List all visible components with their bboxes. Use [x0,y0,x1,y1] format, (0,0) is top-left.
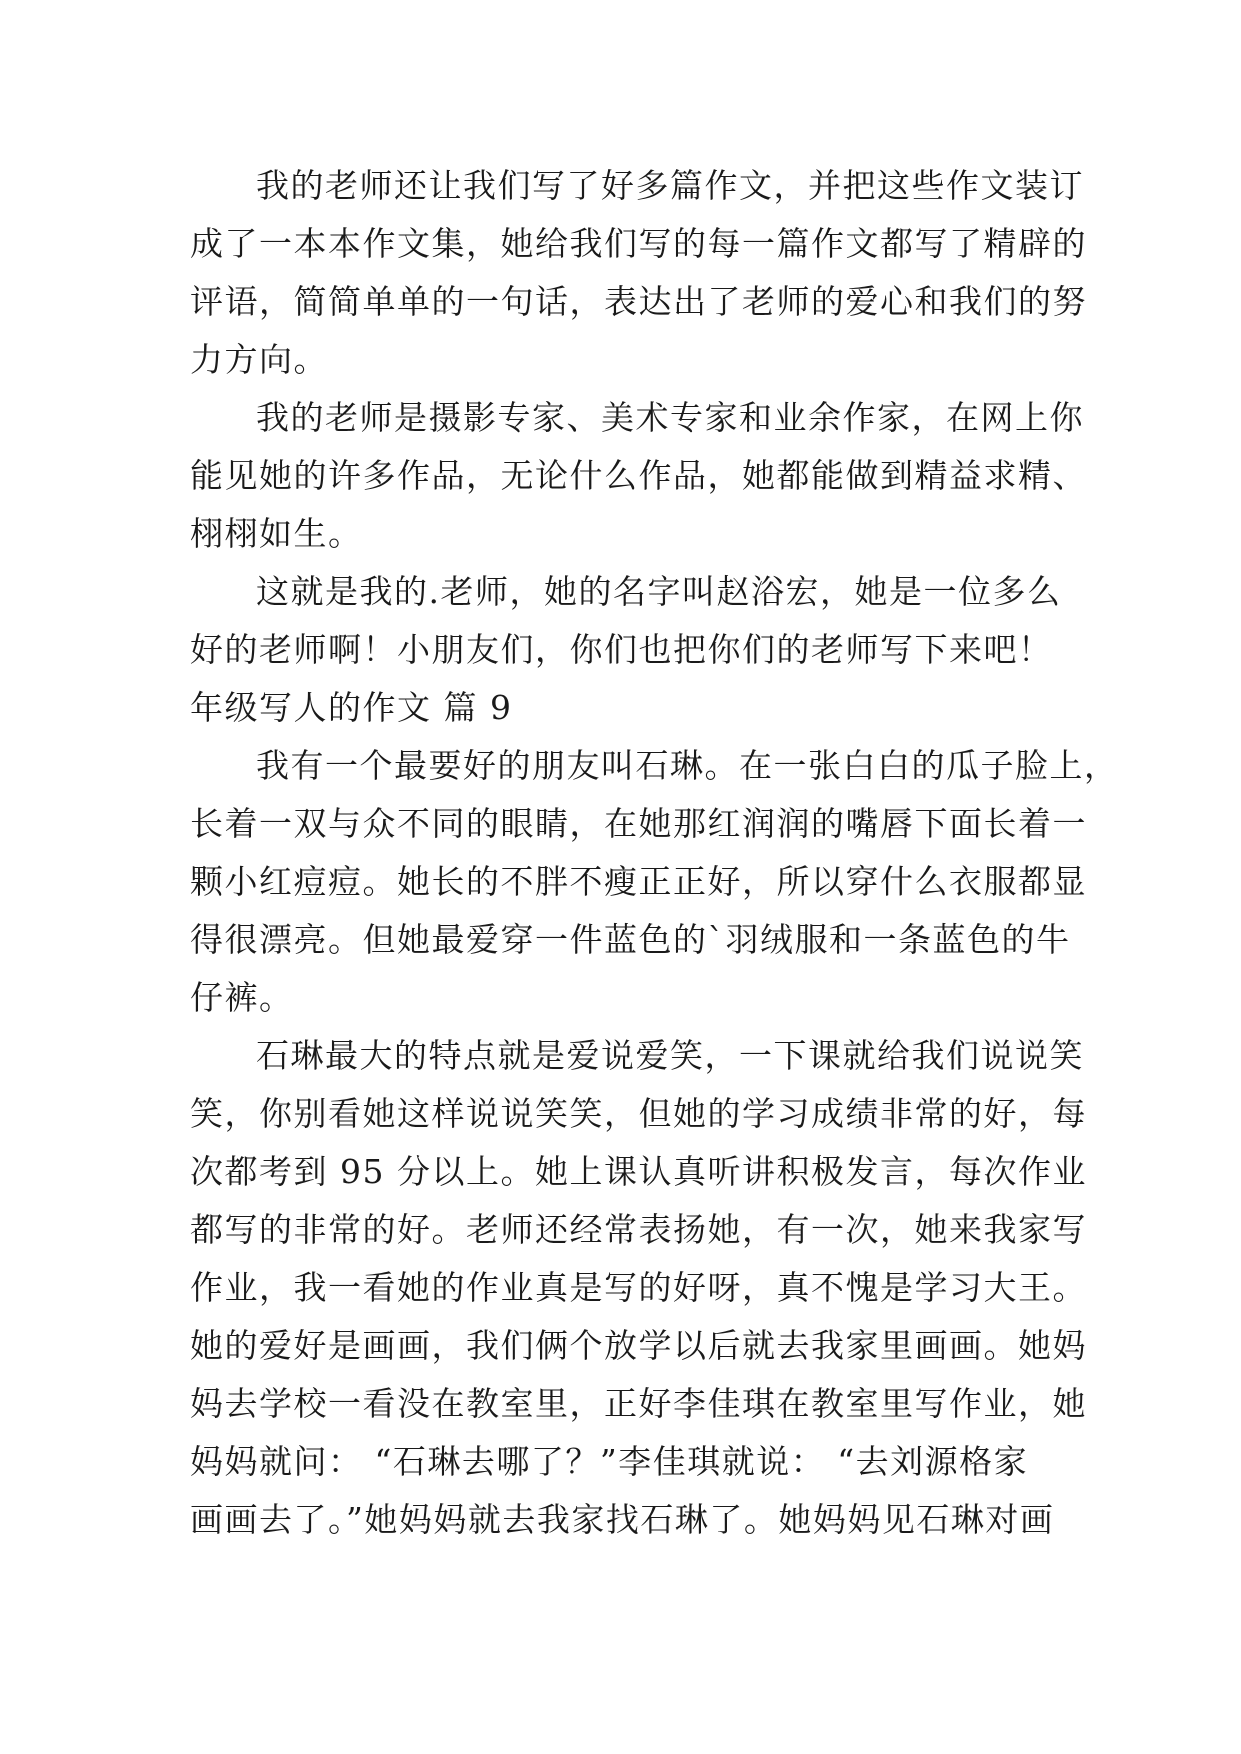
paragraph-line: 评语，简简单单的一句话，表达出了老师的爱心和我们的努 [190,282,1087,321]
paragraph-line: 能见她的许多作品，无论什么作品，她都能做到精益求精、 [190,456,1087,495]
paragraph-line: 石琳最大的特点就是爱说爱笑，一下课就给我们说说笑 [256,1036,1084,1075]
paragraph-line: 妈妈就问： “石琳去哪了？”李佳琪就说： “去刘源格家 [190,1442,1029,1481]
paragraph-line: 栩栩如生。 [190,514,363,553]
paragraph-line: 我有一个最要好的朋友叫石琳。在一张白白的瓜子脸上， [256,746,1119,785]
paragraph-line: 成了一本本作文集，她给我们写的每一篇作文都写了精辟的 [190,224,1087,263]
paragraph-line: 都写的非常的好。老师还经常表扬她，有一次，她来我家写 [190,1210,1087,1249]
paragraph-line: 这就是我的.老师，她的名字叫赵浴宏，她是一位多么 [256,572,1062,611]
paragraph-line: 画画去了。”她妈妈就去我家找石琳了。她妈妈见石琳对画 [190,1500,1055,1539]
paragraph-line: 仔裤。 [190,978,294,1017]
paragraph-line: 她的爱好是画画，我们俩个放学以后就去我家里画画。她妈 [190,1326,1087,1365]
paragraph-line: 得很漂亮。但她最爱穿一件蓝色的`羽绒服和一条蓝色的牛 [190,920,1071,959]
paragraph-line: 我的老师是摄影专家、美术专家和业余作家，在网上你 [256,398,1084,437]
paragraph-line: 好的老师啊！小朋友们，你们也把你们的老师写下来吧！ [190,630,1053,669]
paragraph-line: 妈去学校一看没在教室里，正好李佳琪在教室里写作业，她 [190,1384,1087,1423]
paragraph-line: 作业，我一看她的作业真是写的好呀，真不愧是学习大王。 [190,1268,1087,1307]
document-body [190,157,1119,1549]
paragraph-line: 笑，你别看她这样说说笑笑，但她的学习成绩非常的好，每 [190,1094,1087,1133]
paragraph-line: 颗小红痘痘。她长的不胖不瘦正正好，所以穿什么衣服都显 [190,862,1087,901]
paragraph-line: 次都考到 95 分以上。她上课认真听讲积极发言，每次作业 [190,1152,1087,1191]
paragraph-line: 长着一双与众不同的眼睛，在她那红润润的嘴唇下面长着一 [190,804,1087,843]
paragraph-line: 我的老师还让我们写了好多篇作文，并把这些作文装订 [256,166,1084,205]
section-heading: 年级写人的作文 篇 9 [190,688,513,727]
paragraph-line: 力方向。 [190,340,328,379]
